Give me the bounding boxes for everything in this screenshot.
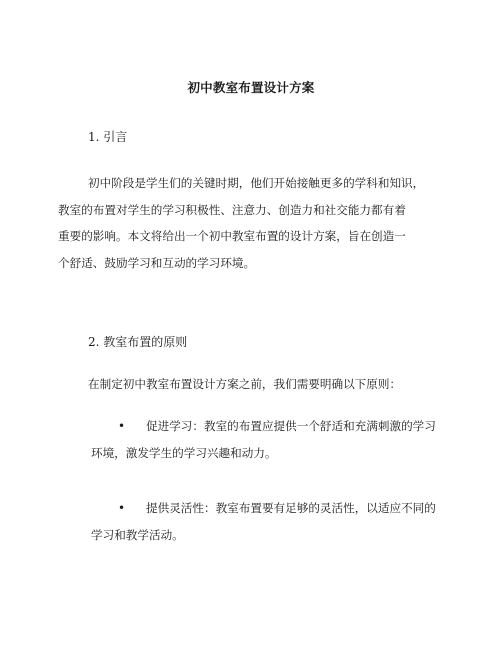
paragraph-line: 初中阶段是学生们的关键时期，他们开始接触更多的学科和知识， — [88, 176, 425, 190]
paragraph-line: 个舒适、鼓励学习和互动的学习环境。 — [58, 255, 256, 270]
bullet-icon: • — [118, 419, 126, 433]
list-item-line: 提供灵活性：教室布置要有足够的灵活性，以适应不同的 — [146, 501, 436, 515]
paragraph-line: 重要的影响。本文将给出一个初中教室布置的设计方案，旨在创造一 — [58, 229, 406, 243]
list-item — [88, 413, 436, 466]
bullet-icon: • — [118, 501, 126, 515]
paragraph-line: 在制定初中教室布置设计方案之前，我们需要明确以下原则： — [88, 377, 402, 391]
list-item-line: 促进学习：教室的布置应提供一个舒适和充满刺激的学习 — [146, 419, 436, 433]
list-item-line: 学习和教学活动。 — [91, 527, 184, 542]
section-heading-introduction: 1. 引言 — [88, 130, 128, 144]
document-title: 初中教室布置设计方案 — [187, 80, 315, 95]
introduction-paragraph — [58, 170, 425, 276]
list-item — [88, 495, 436, 548]
list-item-line: 环境，激发学生的学习兴趣和动力。 — [91, 445, 277, 460]
principles-intro — [88, 371, 423, 398]
section-heading-principles: 2. 教室布置的原则 — [88, 335, 188, 349]
paragraph-line: 教室的布置对学生的学习积极性、注意力、创造力和社交能力都有着 — [58, 202, 406, 217]
